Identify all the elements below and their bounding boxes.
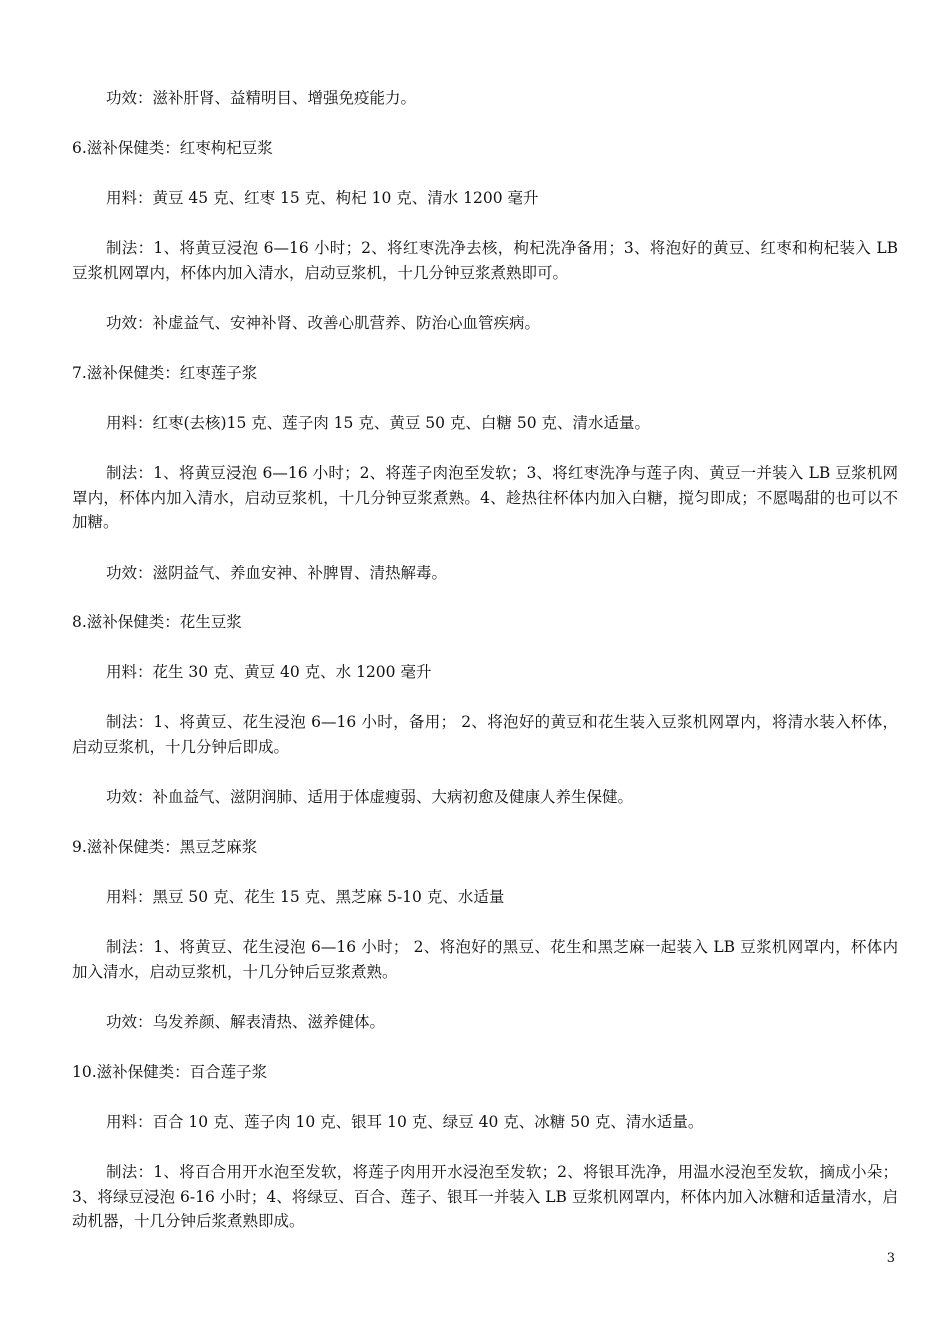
effect-line-9: 功效：乌发养颜、解表清热、滋养健体。 bbox=[106, 1013, 386, 1031]
recipe-heading-9: 9.滋补保健类：黑豆芝麻浆 bbox=[72, 838, 258, 856]
method-paragraph-8: 制法：1、将黄豆、花生浸泡 6—16 小时，备用； 2、将泡好的黄豆和花生装入豆浆机网罩内，将清水装入杯体，启动豆浆机，十几分钟后即成。 bbox=[72, 713, 898, 756]
effect-line-8: 功效：补血益气、滋阴润肺、适用于体虚瘦弱、大病初愈及健康人养生保健。 bbox=[106, 788, 634, 806]
method-paragraph-6: 制法：1、将黄豆浸泡 6—16 小时；2、将红枣洗净去核，枸杞洗净备用；3、将泡好的黄豆、红枣和枸杞装入 LB 豆浆机网罩内，杯体内加入清水，启动豆浆机，十几分钟豆浆煮熟即可。 bbox=[72, 239, 898, 282]
ingredients-line-8: 用料：花生 30 克、黄豆 40 克、水 1200 毫升 bbox=[106, 663, 432, 681]
effect-line-5: 功效：滋补肝肾、益精明目、增强免疫能力。 bbox=[106, 89, 417, 107]
effect-line-7: 功效：滋阴益气、养血安神、补脾胃、清热解毒。 bbox=[106, 564, 448, 582]
recipe-heading-6: 6.滋补保健类：红枣枸杞豆浆 bbox=[72, 139, 273, 157]
ingredients-line-10: 用料：百合 10 克、莲子肉 10 克、银耳 10 克、绿豆 40 克、冰糖 50 克、清水适量。 bbox=[106, 1113, 704, 1131]
ingredients-line-6: 用料：黄豆 45 克、红枣 15 克、枸杞 10 克、清水 1200 毫升 bbox=[106, 189, 539, 207]
method-paragraph-9: 制法：1、将黄豆、花生浸泡 6—16 小时； 2、将泡好的黑豆、花生和黑芝麻一起装入 LB 豆浆机网罩内，杯体内加入清水，启动豆浆机，十几分钟后豆浆煮熟。 bbox=[72, 938, 898, 981]
recipe-heading-10: 10.滋补保健类：百合莲子浆 bbox=[72, 1063, 268, 1081]
ingredients-line-9: 用料：黑豆 50 克、花生 15 克、黑芝麻 5-10 克、水适量 bbox=[106, 888, 505, 906]
recipe-heading-8: 8.滋补保健类：花生豆浆 bbox=[72, 613, 242, 631]
ingredients-line-7: 用料：红枣(去核)15 克、莲子肉 15 克、黄豆 50 克、白糖 50 克、清水适量。 bbox=[106, 414, 650, 432]
method-paragraph-7: 制法：1、将黄豆浸泡 6—16 小时；2、将莲子肉泡至发软；3、将红枣洗净与莲子肉、黄豆一并装入 LB 豆浆机网罩内，杯体内加入清水，启动豆浆机，十几分钟豆浆煮熟。4、趁热往杯体内加入白糖，搅匀即成；不愿喝甜的也可以不加糖。 bbox=[72, 464, 898, 531]
page-number: 3 bbox=[886, 1251, 895, 1266]
effect-line-6: 功效：补虚益气、安神补肾、改善心肌营养、防治心血管疾病。 bbox=[106, 314, 541, 332]
recipe-heading-7: 7.滋补保健类：红枣莲子浆 bbox=[72, 364, 258, 382]
method-paragraph-10: 制法：1、将百合用开水泡至发软，将莲子肉用开水浸泡至发软；2、将银耳洗净，用温水浸泡至发软，摘成小朵；3、将绿豆浸泡 6-16 小时；4、将绿豆、百合、莲子、银耳一并装入 LB 豆浆机网罩内，杯体内加入冰糖和适量清水，启动机器，十几分钟后浆煮熟即成。 bbox=[72, 1163, 898, 1230]
